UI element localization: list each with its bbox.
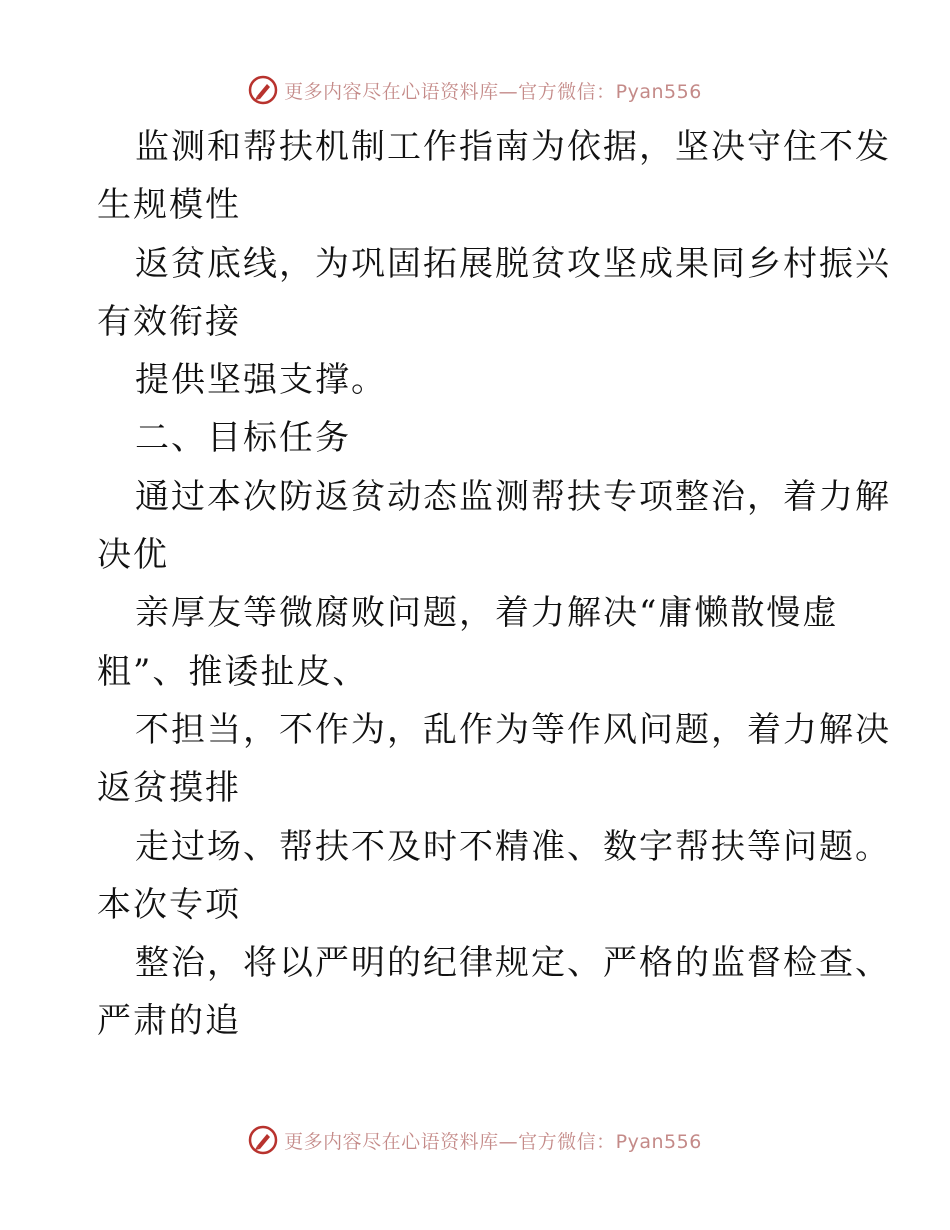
header-watermark — [0, 70, 950, 110]
paragraph-line: 本次专项 — [97, 884, 241, 925]
paragraph-line: 不担当，不作为，乱作为等作风问题，着力解决 — [135, 709, 891, 750]
paragraph-line: 生规模性 — [97, 185, 241, 226]
paragraph-line: 提供坚强支撑。 — [135, 360, 387, 401]
paragraph-line: 走过场、帮扶不及时不精准、数字帮扶等问题。 — [135, 826, 891, 867]
paragraph-line: 监测和帮扶机制工作指南为依据，坚决守住不发 — [135, 127, 891, 167]
header-watermark-text: 更多内容尽在心语资料库—官方微信：Pyan556 — [284, 80, 702, 103]
pen-logo-icon — [248, 75, 278, 105]
paragraph-line: 严肃的追 — [97, 1001, 241, 1042]
paragraph-line: 返贫摸排 — [97, 768, 241, 809]
footer-watermark — [0, 1120, 950, 1160]
section-heading: 二、目标任务 — [135, 418, 351, 459]
footer-watermark-text: 更多内容尽在心语资料库—官方微信：Pyan556 — [284, 1130, 702, 1153]
paragraph-line: 亲厚友等微腐败问题，着力解决“庸懒散慢虚 — [135, 593, 839, 634]
paragraph-line: 粗”、推诿扯皮、 — [97, 651, 369, 692]
paragraph-line: 有效衔接 — [97, 301, 241, 342]
document-body — [97, 118, 891, 1051]
paragraph-line: 通过本次防返贫动态监测帮扶专项整治，着力解 — [135, 476, 891, 517]
pen-logo-icon — [248, 1125, 278, 1155]
paragraph-line: 决优 — [97, 535, 169, 576]
paragraph-line: 返贫底线，为巩固拓展脱贫攻坚成果同乡村振兴 — [135, 243, 891, 284]
paragraph-line: 整治，将以严明的纪律规定、严格的监督检查、 — [135, 943, 891, 984]
